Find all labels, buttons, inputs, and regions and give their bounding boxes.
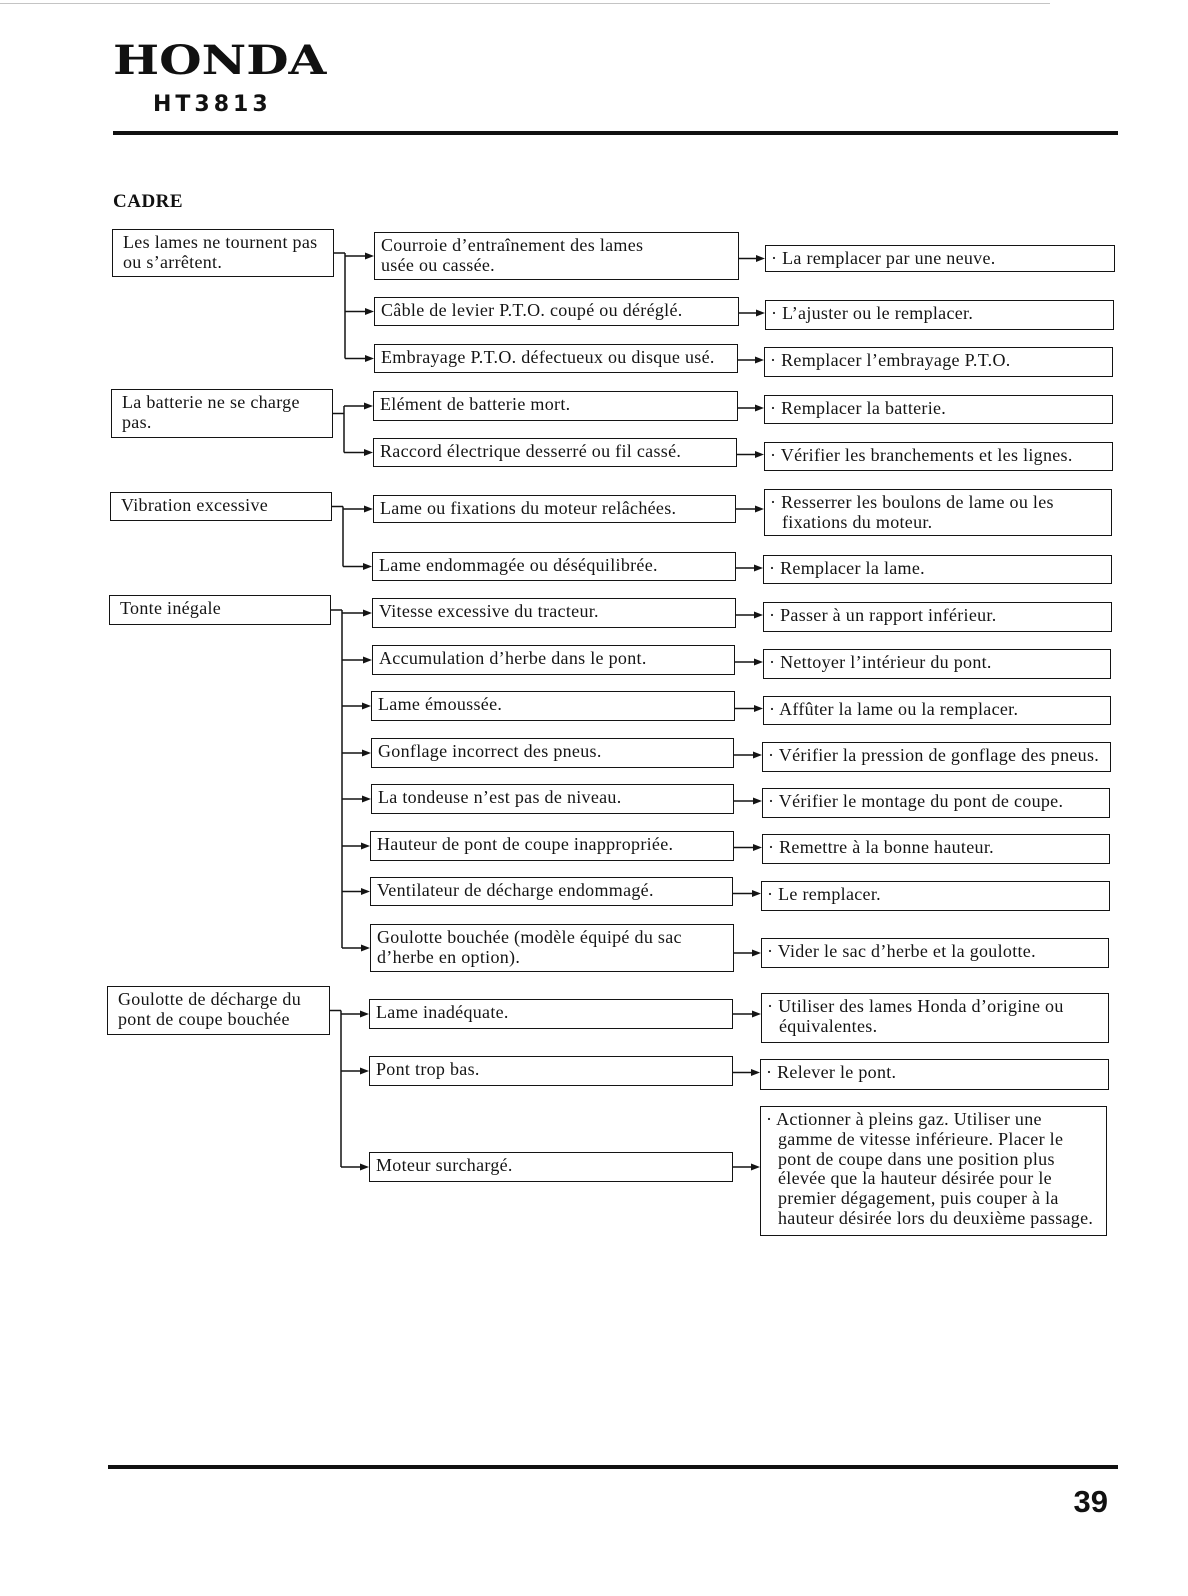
arrowhead xyxy=(364,449,373,456)
arrowhead xyxy=(363,657,372,664)
arrowhead xyxy=(360,1164,369,1171)
arrowhead xyxy=(364,403,373,410)
remedy-box: · L’ajuster ou le remplacer. xyxy=(765,300,1114,330)
model-number: HT3813 xyxy=(153,92,272,117)
cause-box: Raccord électrique desserré ou fil cassé. xyxy=(373,438,737,467)
symptom-excessive-vibration: Vibration excessive xyxy=(110,492,332,521)
cause-box: Lame ou fixations du moteur relâchées. xyxy=(373,495,736,523)
arrowhead xyxy=(360,1068,369,1075)
cause-box: Gonflage incorrect des pneus. xyxy=(371,738,734,768)
arrowhead xyxy=(755,506,764,513)
page-number: 39 xyxy=(1073,1484,1108,1519)
arrowhead xyxy=(365,253,374,260)
remedy-box: · Relever le pont. xyxy=(760,1059,1109,1090)
arrowhead xyxy=(751,1164,760,1171)
arrowhead xyxy=(754,659,763,666)
arrowhead xyxy=(755,405,764,412)
symptom-uneven-cut: Tonte inégale xyxy=(109,595,331,625)
arrowhead xyxy=(754,612,763,619)
top-edge-line xyxy=(0,3,1050,4)
remedy-box: · Remettre à la bonne hauteur. xyxy=(762,834,1110,864)
arrowhead xyxy=(751,1069,760,1076)
arrowhead xyxy=(753,798,762,805)
arrowhead xyxy=(752,950,761,957)
remedy-box: · Vérifier la pression de gonflage des pneus. xyxy=(762,742,1111,772)
arrowhead xyxy=(753,752,762,759)
cause-box: Vitesse excessive du tracteur. xyxy=(372,598,736,628)
arrowhead xyxy=(756,255,765,262)
arrowhead xyxy=(363,610,372,617)
footer-rule xyxy=(108,1465,1118,1469)
arrowhead xyxy=(756,310,765,317)
symptom-discharge-chute-clogged: Goulotte de décharge du pont de coupe bouchée xyxy=(107,986,330,1035)
remedy-box: · Actionner à pleins gaz. Utiliser une gamme de vitesse inférieure. Placer le pont de coupe dans une position plus élevée que la hauteur désirée pour le premier dégagement, puis couper à la hauteur désirée lors du deuxième passage. xyxy=(760,1106,1107,1236)
arrowhead xyxy=(365,308,374,315)
remedy-box: · Remplacer la lame. xyxy=(763,555,1112,584)
arrowhead xyxy=(754,565,763,572)
remedy-box: · Remplacer l’embrayage P.T.O. xyxy=(764,347,1113,377)
arrowhead xyxy=(362,703,371,710)
section-title: CADRE xyxy=(113,191,184,212)
cause-box: Hauteur de pont de coupe inappropriée. xyxy=(370,831,734,861)
remedy-box: · Utiliser des lames Honda d’origine ou équivalentes. xyxy=(761,993,1109,1043)
arrowhead xyxy=(753,844,762,851)
arrowhead xyxy=(365,355,374,362)
symptom-battery-not-charging: La batterie ne se charge pas. xyxy=(111,389,333,438)
arrowhead xyxy=(754,705,763,712)
cause-box: Goulotte bouchée (modèle équipé du sac d’herbe en option). xyxy=(370,924,734,972)
remedy-box: · Affûter la lame ou la remplacer. xyxy=(763,696,1111,725)
remedy-box: · Vider le sac d’herbe et la goulotte. xyxy=(761,938,1109,968)
remedy-box: · Passer à un rapport inférieur. xyxy=(763,602,1112,632)
arrowhead xyxy=(361,888,370,895)
remedy-box: · Nettoyer l’intérieur du pont. xyxy=(763,649,1111,679)
arrowhead xyxy=(363,563,372,570)
cause-box: Elément de batterie mort. xyxy=(373,391,738,421)
remedy-box: · Remplacer la batterie. xyxy=(764,395,1113,424)
brand-logo: HONDA xyxy=(113,37,327,84)
symptom-blades-not-turning: Les lames ne tournent pas ou s’arrêtent. xyxy=(112,229,334,277)
arrowhead xyxy=(361,843,370,850)
arrowhead xyxy=(752,890,761,897)
cause-box: Embrayage P.T.O. défectueux ou disque usé. xyxy=(374,344,738,373)
cause-box: Lame émoussée. xyxy=(371,691,735,721)
cause-box: Ventilateur de décharge endommagé. xyxy=(370,877,733,906)
arrowhead xyxy=(752,1011,761,1018)
cause-box: La tondeuse n’est pas de niveau. xyxy=(371,784,734,814)
remedy-box: · Vérifier les branchements et les lignes. xyxy=(764,442,1113,471)
remedy-box: · Resserrer les boulons de lame ou les fixations du moteur. xyxy=(764,489,1112,536)
cause-box: Moteur surchargé. xyxy=(369,1152,733,1182)
arrowhead xyxy=(362,750,371,757)
arrowhead xyxy=(361,945,370,952)
cause-box: Courroie d’entraînement des lames usée ou cassée. xyxy=(374,232,739,280)
header-rule xyxy=(113,131,1118,135)
cause-box: Pont trop bas. xyxy=(369,1056,733,1086)
arrowhead xyxy=(755,451,764,458)
cause-box: Lame inadéquate. xyxy=(369,999,733,1029)
arrowhead xyxy=(360,1011,369,1018)
cause-box: Câble de levier P.T.O. coupé ou déréglé. xyxy=(374,297,739,326)
cause-box: Accumulation d’herbe dans le pont. xyxy=(372,645,735,675)
arrowhead xyxy=(755,357,764,364)
remedy-box: · Vérifier le montage du pont de coupe. xyxy=(762,788,1110,818)
remedy-box: · La remplacer par une neuve. xyxy=(765,245,1115,272)
arrowhead xyxy=(362,796,371,803)
remedy-box: · Le remplacer. xyxy=(761,881,1110,911)
arrowhead xyxy=(364,506,373,513)
cause-box: Lame endommagée ou déséquilibrée. xyxy=(372,552,736,581)
